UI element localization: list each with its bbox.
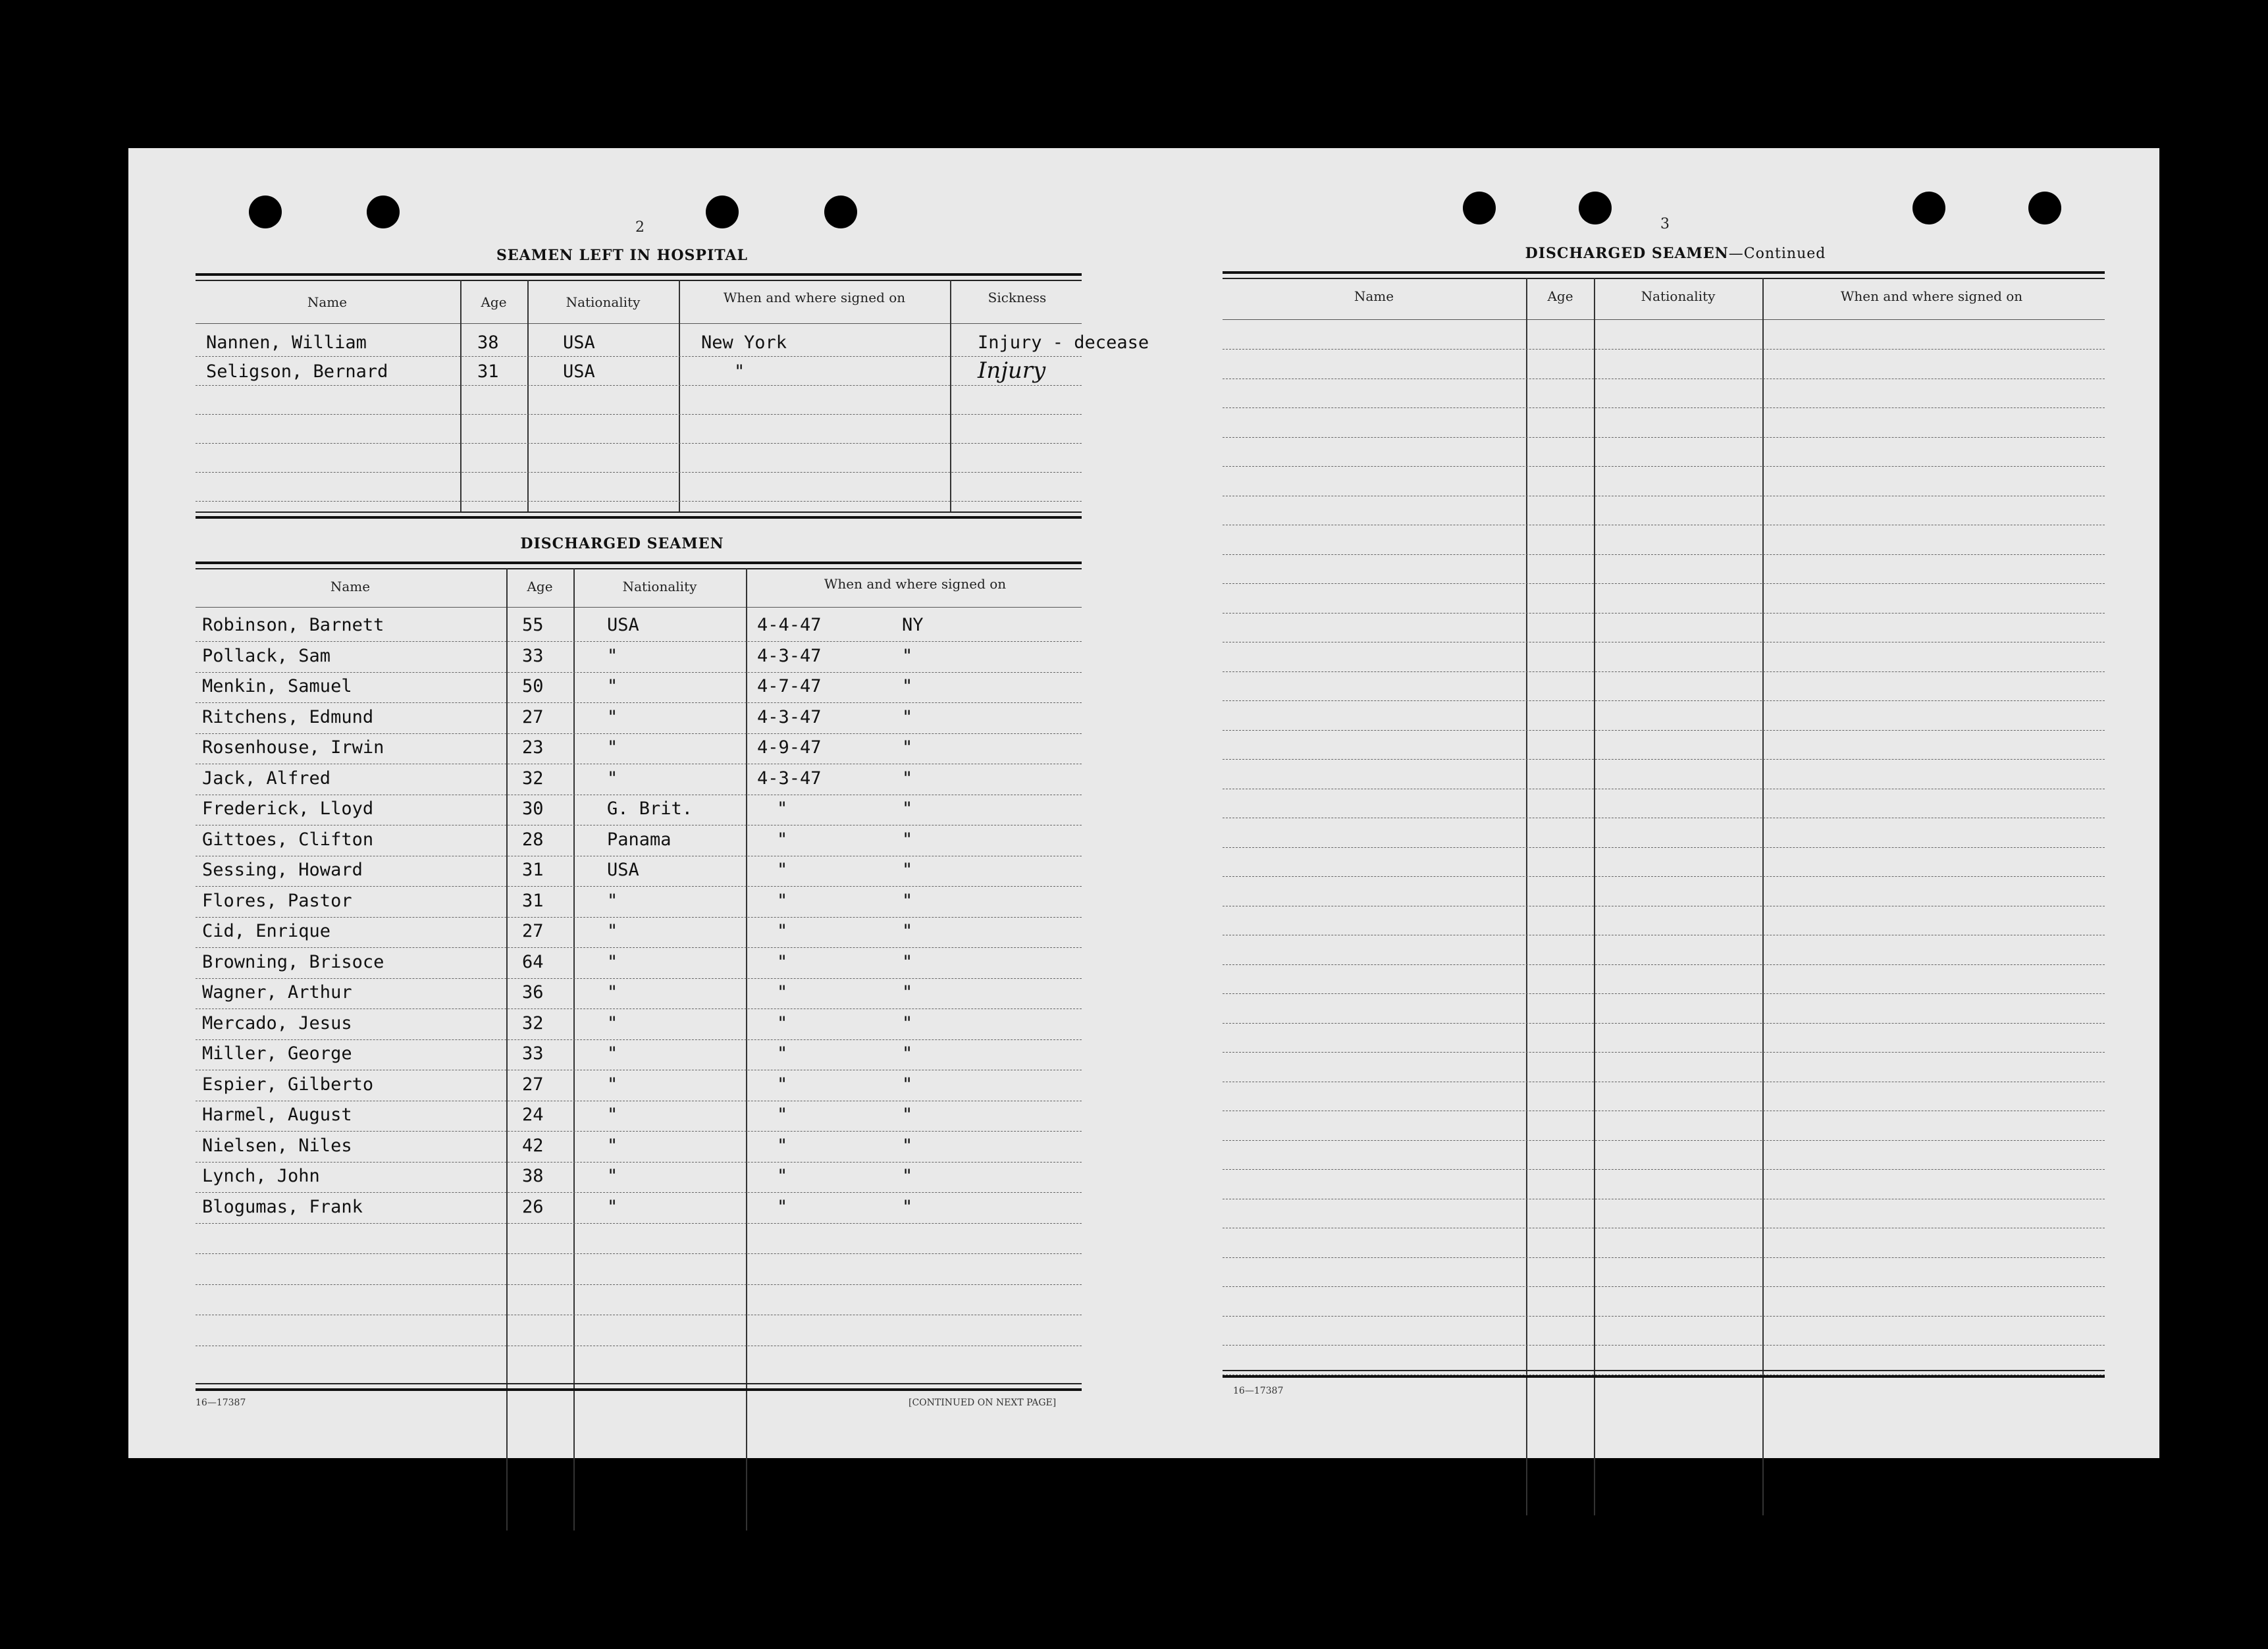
punch-hole xyxy=(824,196,857,228)
discharged-name-cell: Ritchens, Edmund xyxy=(202,706,374,727)
column-divider xyxy=(506,568,508,1531)
row-rule xyxy=(1223,993,2105,994)
row-rule xyxy=(196,385,1082,386)
column-divider xyxy=(950,280,951,511)
row-rule xyxy=(196,472,1082,473)
discharged-name-cell: Miller, George xyxy=(202,1043,352,1064)
discharged-nationality-cell: " xyxy=(607,982,618,1003)
continued-note: [CONTINUED ON NEXT PAGE] xyxy=(909,1398,1057,1408)
discharged-place-cell: " xyxy=(902,890,913,911)
discharged-nationality-cell: " xyxy=(607,737,618,758)
punch-hole xyxy=(1579,192,1612,224)
rule xyxy=(196,1388,1082,1391)
discharged-header-nationality: Nationality xyxy=(622,579,697,594)
discharged-date-cell: " xyxy=(777,1135,788,1156)
discharged-date-cell: 4-9-47 xyxy=(757,737,822,758)
discharged-age-cell: 31 xyxy=(522,860,544,880)
discharged-nationality-cell: " xyxy=(607,1166,618,1186)
rule xyxy=(1223,319,2105,320)
left-form-number: 16—17387 xyxy=(196,1398,246,1408)
discharged-nationality-cell: " xyxy=(607,1074,618,1095)
discharged-age-cell: 27 xyxy=(522,706,544,727)
rule xyxy=(196,516,1082,519)
row-rule xyxy=(1223,876,2105,877)
discharged-nationality-cell: " xyxy=(607,1043,618,1064)
discharged-date-cell: " xyxy=(777,1196,788,1217)
hospital-sickness-cell: Injury - decease xyxy=(978,332,1149,353)
discharged-header-age: Age xyxy=(527,579,553,594)
discharged-date-cell: " xyxy=(777,798,788,819)
discharged-place-cell: " xyxy=(902,676,913,696)
discharged-name-cell: Gittoes, Clifton xyxy=(202,829,374,850)
discharged-place-cell: " xyxy=(902,829,913,850)
discharged-nationality-cell: " xyxy=(607,1012,618,1034)
discharged-name-cell: Lynch, John xyxy=(202,1166,320,1186)
right-header-name: Name xyxy=(1354,288,1394,304)
discharged-age-cell: 30 xyxy=(522,798,544,819)
row-rule xyxy=(196,978,1082,979)
punch-hole xyxy=(367,196,400,228)
row-rule xyxy=(196,917,1082,918)
discharged-header-name: Name xyxy=(330,579,371,594)
discharged-date-cell: " xyxy=(777,921,788,941)
rule xyxy=(1223,1375,2105,1378)
rule xyxy=(196,568,1082,569)
discharged-place-cell: NY xyxy=(902,615,924,635)
row-rule xyxy=(1223,964,2105,965)
row-rule xyxy=(196,733,1082,734)
row-rule xyxy=(1223,466,2105,467)
discharged-date-cell: " xyxy=(777,829,788,850)
row-rule xyxy=(196,443,1082,444)
hospital-name-cell: Nannen, William xyxy=(206,332,367,353)
rule xyxy=(196,511,1082,513)
punch-hole xyxy=(1912,192,1945,224)
discharged-name-cell: Pollack, Sam xyxy=(202,645,331,666)
discharged-age-cell: 64 xyxy=(522,951,544,972)
row-rule xyxy=(196,414,1082,415)
hospital-signed-cell: New York xyxy=(701,332,787,353)
discharged-place-cell: " xyxy=(902,1043,913,1064)
discharged-date-cell: 4-7-47 xyxy=(757,676,822,696)
row-rule xyxy=(1223,1169,2105,1170)
hospital-age-cell: 31 xyxy=(477,361,499,382)
row-rule xyxy=(196,672,1082,673)
row-rule xyxy=(1223,1052,2105,1053)
rule xyxy=(1223,278,2105,279)
rule xyxy=(1223,1370,2105,1371)
row-rule xyxy=(196,702,1082,703)
discharged-age-cell: 31 xyxy=(522,890,544,911)
discharged-name-cell: Mercado, Jesus xyxy=(202,1012,352,1034)
discharged-date-cell: " xyxy=(777,982,788,1003)
discharged-place-cell: " xyxy=(902,1012,913,1034)
discharged-place-cell: " xyxy=(902,1196,913,1217)
discharged-date-cell: " xyxy=(777,1166,788,1186)
discharged-name-cell: Rosenhouse, Irwin xyxy=(202,737,384,758)
row-rule xyxy=(1223,1316,2105,1317)
discharged-place-cell: " xyxy=(902,921,913,941)
hospital-name-cell: Seligson, Bernard xyxy=(206,361,388,382)
discharged-date-cell: " xyxy=(777,890,788,911)
hospital-nationality-cell: USA xyxy=(563,332,595,353)
hospital-signed-cell: " xyxy=(734,361,745,382)
discharged-nationality-cell: " xyxy=(607,768,618,789)
discharged-place-cell: " xyxy=(902,737,913,758)
discharged-age-cell: 50 xyxy=(522,676,544,696)
row-rule xyxy=(196,947,1082,948)
discharged-date-cell: 4-3-47 xyxy=(757,706,822,727)
discharged-nationality-cell: Panama xyxy=(607,829,672,850)
discharged-nationality-cell: " xyxy=(607,676,618,696)
discharged-date-cell: 4-3-47 xyxy=(757,768,822,789)
discharged-place-cell: " xyxy=(902,1074,913,1095)
hospital-header-sickness: Sickness xyxy=(988,290,1047,305)
discharged-date-cell: 4-4-47 xyxy=(757,615,822,635)
discharged-nationality-cell: " xyxy=(607,706,618,727)
hospital-header-age: Age xyxy=(481,294,507,310)
row-rule xyxy=(1223,613,2105,614)
hospital-header-name: Name xyxy=(307,294,348,310)
discharged-name-cell: Cid, Enrique xyxy=(202,921,331,941)
column-divider xyxy=(460,280,462,511)
row-rule xyxy=(196,501,1082,502)
discharged-place-cell: " xyxy=(902,1135,913,1156)
discharged-place-cell: " xyxy=(902,645,913,666)
discharged-age-cell: 36 xyxy=(522,982,544,1003)
row-rule xyxy=(1223,1257,2105,1258)
discharged-age-cell: 28 xyxy=(522,829,544,850)
discharged-nationality-cell: " xyxy=(607,951,618,972)
row-rule xyxy=(196,886,1082,887)
discharged-date-cell: " xyxy=(777,1074,788,1095)
row-rule xyxy=(196,1131,1082,1132)
row-rule xyxy=(1223,1023,2105,1024)
row-rule xyxy=(1223,1345,2105,1346)
discharged-age-cell: 42 xyxy=(522,1135,544,1156)
right-header-age: Age xyxy=(1547,288,1573,304)
punch-hole xyxy=(1463,192,1496,224)
rule xyxy=(196,273,1082,276)
right-title-suffix: —Continued xyxy=(1728,246,1826,262)
discharged-nationality-cell: USA xyxy=(607,615,639,635)
discharged-name-cell: Espier, Gilberto xyxy=(202,1074,374,1095)
right-form-number: 16—17387 xyxy=(1233,1386,1284,1396)
discharged-name-cell: Flores, Pastor xyxy=(202,890,352,911)
row-rule xyxy=(196,1284,1082,1285)
hospital-sickness-cell: Injury xyxy=(978,357,1046,384)
column-divider xyxy=(679,280,680,511)
left-page-number: 2 xyxy=(635,219,645,236)
document-sheet xyxy=(128,148,2159,1458)
discharged-place-cell: " xyxy=(902,706,913,727)
rule xyxy=(196,562,1082,564)
discharged-name-cell: Frederick, Lloyd xyxy=(202,798,374,819)
discharged-nationality-cell: G. Brit. xyxy=(607,798,693,819)
discharged-name-cell: Sessing, Howard xyxy=(202,860,363,880)
row-rule xyxy=(1223,407,2105,408)
row-rule xyxy=(1223,349,2105,350)
right-page-number: 3 xyxy=(1660,216,1670,232)
column-divider xyxy=(1762,278,1764,1515)
row-rule xyxy=(1223,437,2105,438)
discharged-date-cell: " xyxy=(777,1012,788,1034)
column-divider xyxy=(527,280,529,511)
right-title-main: DISCHARGED SEAMEN xyxy=(1525,245,1729,262)
discharged-age-cell: 33 xyxy=(522,1043,544,1064)
discharged-date-cell: " xyxy=(777,860,788,880)
discharged-nationality-cell: " xyxy=(607,890,618,911)
row-rule xyxy=(196,1162,1082,1163)
discharged-date-cell: " xyxy=(777,1043,788,1064)
discharged-name-cell: Browning, Brisoce xyxy=(202,951,384,972)
discharged-age-cell: 27 xyxy=(522,1074,544,1095)
row-rule xyxy=(196,1253,1082,1254)
column-divider xyxy=(1526,278,1527,1515)
discharged-age-cell: 24 xyxy=(522,1105,544,1125)
column-divider xyxy=(746,568,747,1531)
discharged-nationality-cell: " xyxy=(607,645,618,666)
discharged-name-cell: Wagner, Arthur xyxy=(202,982,352,1003)
punch-hole xyxy=(2028,192,2061,224)
discharged-title: DISCHARGED SEAMEN xyxy=(520,535,724,552)
discharged-nationality-cell: " xyxy=(607,1135,618,1156)
row-rule xyxy=(1223,847,2105,848)
row-rule xyxy=(1223,554,2105,555)
row-rule xyxy=(196,1008,1082,1009)
discharged-place-cell: " xyxy=(902,1166,913,1186)
punch-hole xyxy=(706,196,739,228)
right-discharged-title xyxy=(1478,245,1873,262)
row-rule xyxy=(196,641,1082,642)
row-rule xyxy=(1223,700,2105,701)
discharged-name-cell: Nielsen, Niles xyxy=(202,1135,352,1156)
right-header-nationality: Nationality xyxy=(1641,288,1716,304)
row-rule xyxy=(196,1223,1082,1224)
column-divider xyxy=(1594,278,1595,1515)
right-header-signed: When and where signed on xyxy=(1840,288,2023,304)
discharged-age-cell: 55 xyxy=(522,615,544,635)
row-rule xyxy=(196,356,1082,357)
hospital-header-nationality: Nationality xyxy=(566,294,641,310)
row-rule xyxy=(196,1192,1082,1193)
discharged-name-cell: Robinson, Barnett xyxy=(202,615,384,635)
discharged-age-cell: 38 xyxy=(522,1166,544,1186)
discharged-nationality-cell: USA xyxy=(607,860,639,880)
discharged-nationality-cell: " xyxy=(607,1105,618,1125)
row-rule xyxy=(196,1039,1082,1040)
discharged-header-signed: When and where signed on xyxy=(824,576,1007,592)
hospital-nationality-cell: USA xyxy=(563,361,595,382)
rule xyxy=(196,323,1082,324)
rule xyxy=(1223,271,2105,274)
discharged-date-cell: 4-3-47 xyxy=(757,645,822,666)
discharged-date-cell: " xyxy=(777,951,788,972)
hospital-title: SEAMEN LEFT IN HOSPITAL xyxy=(496,247,748,264)
discharged-name-cell: Menkin, Samuel xyxy=(202,676,352,696)
discharged-age-cell: 23 xyxy=(522,737,544,758)
discharged-date-cell: " xyxy=(777,1105,788,1125)
discharged-place-cell: " xyxy=(902,768,913,789)
discharged-name-cell: Harmel, August xyxy=(202,1105,352,1125)
discharged-age-cell: 27 xyxy=(522,921,544,941)
discharged-age-cell: 33 xyxy=(522,645,544,666)
row-rule xyxy=(1223,1286,2105,1287)
discharged-place-cell: " xyxy=(902,1105,913,1125)
row-rule xyxy=(1223,671,2105,672)
discharged-place-cell: " xyxy=(902,982,913,1003)
rule xyxy=(196,1383,1082,1384)
rule xyxy=(196,280,1082,281)
discharged-place-cell: " xyxy=(902,860,913,880)
hospital-age-cell: 38 xyxy=(477,332,499,353)
row-rule xyxy=(1223,759,2105,760)
punch-hole xyxy=(249,196,282,228)
rule xyxy=(196,607,1082,608)
discharged-place-cell: " xyxy=(902,798,913,819)
discharged-nationality-cell: " xyxy=(607,1196,618,1217)
discharged-age-cell: 32 xyxy=(522,1012,544,1034)
hospital-header-signed: When and where signed on xyxy=(723,290,906,305)
column-divider xyxy=(573,568,575,1531)
row-rule xyxy=(1223,1140,2105,1141)
row-rule xyxy=(1223,583,2105,584)
discharged-nationality-cell: " xyxy=(607,921,618,941)
discharged-name-cell: Blogumas, Frank xyxy=(202,1196,363,1217)
discharged-age-cell: 32 xyxy=(522,768,544,789)
discharged-place-cell: " xyxy=(902,951,913,972)
row-rule xyxy=(1223,730,2105,731)
discharged-age-cell: 26 xyxy=(522,1196,544,1217)
discharged-name-cell: Jack, Alfred xyxy=(202,768,331,789)
